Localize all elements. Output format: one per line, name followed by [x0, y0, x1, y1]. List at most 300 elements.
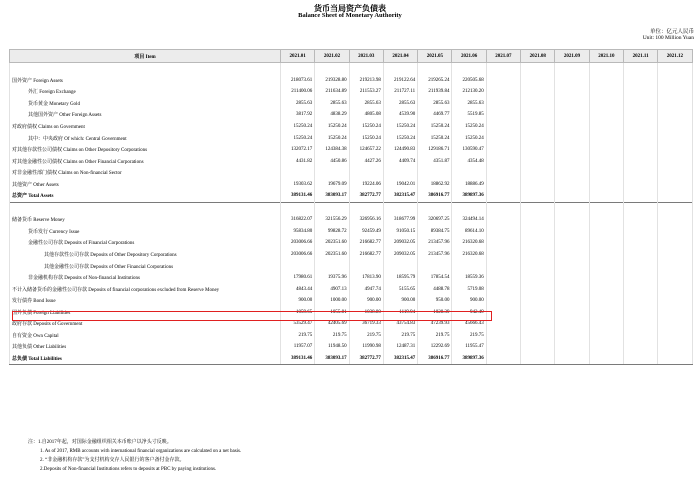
- value-cell: 219122.64: [383, 75, 417, 87]
- value-cell: 4351.87: [418, 155, 452, 167]
- value-cell: 89384.75: [418, 226, 452, 238]
- value-cell: [589, 306, 623, 318]
- value-cell: 15250.24: [452, 121, 486, 133]
- value-cell: [555, 202, 589, 214]
- value-cell: 5719.08: [452, 283, 486, 295]
- value-cell: [623, 318, 657, 330]
- value-cell: 4431.82: [281, 155, 315, 167]
- value-cell: 45666.43: [452, 318, 486, 330]
- value-cell: [589, 295, 623, 307]
- value-cell: 130590.47: [452, 144, 486, 156]
- value-cell: [349, 63, 383, 75]
- value-cell: 15250.24: [383, 121, 417, 133]
- value-cell: [555, 226, 589, 238]
- value-cell: 15250.24: [315, 121, 349, 133]
- value-cell: 53529.47: [281, 318, 315, 330]
- value-cell: [521, 202, 555, 214]
- value-cell: [555, 63, 589, 75]
- value-cell: [452, 167, 486, 179]
- value-cell: 4488.78: [418, 283, 452, 295]
- value-cell: [521, 214, 555, 226]
- table-row: [10, 226, 693, 238]
- value-cell: [486, 121, 520, 133]
- value-cell: [521, 318, 555, 330]
- table-row: [10, 202, 693, 214]
- row-label: 货币黄金 Monetary Gold: [10, 98, 281, 110]
- value-cell: [521, 98, 555, 110]
- value-cell: [555, 98, 589, 110]
- table-row: [10, 75, 693, 87]
- table-row: [10, 144, 693, 156]
- table-row: [10, 214, 693, 226]
- value-cell: [555, 318, 589, 330]
- value-cell: [486, 167, 520, 179]
- value-cell: [623, 167, 657, 179]
- value-cell: [315, 167, 349, 179]
- value-cell: 389897.36: [452, 353, 486, 365]
- value-cell: 17854.54: [418, 272, 452, 284]
- row-label: 外汇 Foreign Exchange: [10, 86, 281, 98]
- table-row: [10, 353, 693, 365]
- value-cell: [623, 237, 657, 249]
- value-cell: [555, 306, 589, 318]
- value-cell: 15250.24: [452, 132, 486, 144]
- value-cell: 12487.31: [383, 341, 417, 353]
- value-cell: [486, 249, 520, 261]
- value-cell: 4947.74: [349, 283, 383, 295]
- value-cell: [315, 202, 349, 214]
- month-column-header: 2021.10: [589, 50, 623, 63]
- value-cell: [555, 190, 589, 202]
- item-column-header: 项目 Item: [10, 50, 281, 63]
- value-cell: 18862.92: [418, 178, 452, 190]
- value-cell: 942.49: [452, 306, 486, 318]
- value-cell: 216682.77: [349, 249, 383, 261]
- month-column-header: 2021.05: [418, 50, 452, 63]
- value-cell: [658, 249, 692, 261]
- month-column-header: 2021.06: [452, 50, 486, 63]
- table-row: [10, 260, 693, 272]
- value-cell: [589, 226, 623, 238]
- value-cell: 19042.01: [383, 178, 417, 190]
- value-cell: 219213.98: [349, 75, 383, 87]
- value-cell: [658, 283, 692, 295]
- value-cell: 95834.80: [281, 226, 315, 238]
- value-cell: [589, 249, 623, 261]
- value-cell: 4539.90: [383, 109, 417, 121]
- row-label: 对其他存款性公司债权 Claims on Other Depository Corporations: [10, 144, 281, 156]
- value-cell: 5155.65: [383, 283, 417, 295]
- value-cell: [623, 86, 657, 98]
- value-cell: [383, 260, 417, 272]
- value-cell: [623, 98, 657, 110]
- value-cell: [658, 190, 692, 202]
- value-cell: [589, 109, 623, 121]
- value-cell: [658, 132, 692, 144]
- value-cell: [521, 121, 555, 133]
- value-cell: 209032.05: [383, 249, 417, 261]
- value-cell: 382315.47: [383, 353, 417, 365]
- value-cell: 36719.33: [349, 318, 383, 330]
- value-cell: 382772.77: [349, 353, 383, 365]
- row-label: [10, 202, 281, 214]
- value-cell: 4409.74: [383, 155, 417, 167]
- value-cell: 216320.68: [452, 249, 486, 261]
- value-cell: 18559.36: [452, 272, 486, 284]
- row-label: 国外负债 Foreign Liabilities: [10, 306, 281, 318]
- value-cell: [658, 109, 692, 121]
- value-cell: 19375.96: [315, 272, 349, 284]
- table-row: [10, 86, 693, 98]
- value-cell: 202351.60: [315, 237, 349, 249]
- value-cell: [589, 167, 623, 179]
- value-cell: [521, 167, 555, 179]
- value-cell: 900.00: [281, 295, 315, 307]
- note-line: 注：1.自2017年起，对国际金融组织相关本币账户以净头寸反映。: [28, 440, 172, 445]
- value-cell: 2855.63: [315, 98, 349, 110]
- value-cell: [623, 132, 657, 144]
- value-cell: [521, 75, 555, 87]
- value-cell: [658, 121, 692, 133]
- value-cell: [486, 341, 520, 353]
- value-cell: 4354.48: [452, 155, 486, 167]
- value-cell: 91050.15: [383, 226, 417, 238]
- row-label: 国外资产 Foreign Assets: [10, 75, 281, 87]
- table-row: [10, 295, 693, 307]
- value-cell: [623, 190, 657, 202]
- table-row: [10, 155, 693, 167]
- value-cell: 15250.24: [418, 132, 452, 144]
- row-label: 其他国外资产 Other Foreign Assets: [10, 109, 281, 121]
- value-cell: 1055.81: [315, 306, 349, 318]
- value-cell: [486, 109, 520, 121]
- value-cell: [623, 121, 657, 133]
- row-label: 对其他金融性公司债权 Claims on Other Financial Corporations: [10, 155, 281, 167]
- value-cell: [486, 214, 520, 226]
- row-label: 其他金融性公司存款 Deposits of Other Financial Corporations: [10, 260, 281, 272]
- value-cell: [658, 341, 692, 353]
- value-cell: [658, 63, 692, 75]
- value-cell: [589, 98, 623, 110]
- value-cell: [486, 202, 520, 214]
- value-cell: [589, 132, 623, 144]
- value-cell: [658, 306, 692, 318]
- value-cell: [589, 178, 623, 190]
- value-cell: 11955.47: [452, 341, 486, 353]
- value-cell: [349, 260, 383, 272]
- value-cell: [658, 86, 692, 98]
- value-cell: 212130.20: [452, 86, 486, 98]
- value-cell: [589, 144, 623, 156]
- value-cell: [486, 237, 520, 249]
- value-cell: 219.75: [418, 330, 452, 342]
- value-cell: [452, 202, 486, 214]
- value-cell: [521, 178, 555, 190]
- value-cell: [486, 226, 520, 238]
- value-cell: [555, 214, 589, 226]
- value-cell: 202351.60: [315, 249, 349, 261]
- value-cell: [589, 86, 623, 98]
- value-cell: [555, 353, 589, 365]
- value-cell: [418, 63, 452, 75]
- row-label: 对非金融性部门债权 Claims on Non-financial Sector: [10, 167, 281, 179]
- value-cell: [623, 330, 657, 342]
- value-cell: 42405.69: [315, 318, 349, 330]
- value-cell: [589, 341, 623, 353]
- value-cell: [623, 226, 657, 238]
- value-cell: [452, 260, 486, 272]
- value-cell: 211939.84: [418, 86, 452, 98]
- value-cell: 203006.66: [281, 237, 315, 249]
- value-cell: [623, 341, 657, 353]
- value-cell: 213457.96: [418, 237, 452, 249]
- value-cell: 5519.85: [452, 109, 486, 121]
- value-cell: [658, 167, 692, 179]
- value-cell: [589, 272, 623, 284]
- value-cell: 17813.90: [349, 272, 383, 284]
- value-cell: [589, 237, 623, 249]
- notes: [28, 438, 241, 474]
- value-cell: [623, 214, 657, 226]
- value-cell: [281, 202, 315, 214]
- value-cell: [486, 295, 520, 307]
- value-cell: [589, 318, 623, 330]
- value-cell: [555, 283, 589, 295]
- value-cell: [589, 190, 623, 202]
- value-cell: 203006.66: [281, 249, 315, 261]
- value-cell: [521, 272, 555, 284]
- value-cell: 15250.24: [383, 132, 417, 144]
- value-cell: [383, 167, 417, 179]
- row-label: 货币发行 Currency Issue: [10, 226, 281, 238]
- value-cell: [521, 341, 555, 353]
- value-cell: [623, 144, 657, 156]
- value-cell: [658, 214, 692, 226]
- table-row: [10, 98, 693, 110]
- value-cell: [623, 249, 657, 261]
- value-cell: [589, 155, 623, 167]
- value-cell: [555, 109, 589, 121]
- value-cell: [418, 167, 452, 179]
- unit-cn: 单位：亿元人民币: [649, 29, 694, 35]
- value-cell: [589, 353, 623, 365]
- value-cell: [486, 272, 520, 284]
- value-cell: [658, 75, 692, 87]
- value-cell: [658, 353, 692, 365]
- note-line: 2.Deposits of Non-financial Institutions refers to deposits at PBC by paying institutions.: [40, 467, 217, 472]
- value-cell: [521, 330, 555, 342]
- value-cell: [486, 353, 520, 365]
- value-cell: 124657.22: [349, 144, 383, 156]
- value-cell: 211553.27: [349, 86, 383, 98]
- value-cell: 211400.06: [281, 86, 315, 98]
- value-cell: 900.00: [383, 295, 417, 307]
- value-cell: 2855.63: [418, 98, 452, 110]
- value-cell: [623, 202, 657, 214]
- value-cell: 950.00: [418, 295, 452, 307]
- value-cell: 219328.80: [315, 75, 349, 87]
- month-column-header: 2021.08: [521, 50, 555, 63]
- value-cell: [589, 75, 623, 87]
- value-cell: [555, 341, 589, 353]
- month-column-header: 2021.04: [383, 50, 417, 63]
- value-cell: 12292.69: [418, 341, 452, 353]
- value-cell: [623, 283, 657, 295]
- value-cell: 211634.89: [315, 86, 349, 98]
- value-cell: 316822.07: [281, 214, 315, 226]
- value-cell: [521, 249, 555, 261]
- value-cell: [589, 283, 623, 295]
- value-cell: [486, 178, 520, 190]
- value-cell: [623, 75, 657, 87]
- value-cell: [623, 295, 657, 307]
- value-cell: [658, 318, 692, 330]
- value-cell: 11948.50: [315, 341, 349, 353]
- value-cell: 383093.17: [315, 190, 349, 202]
- value-cell: [555, 167, 589, 179]
- row-label: 其他存款性公司存款 Deposits of Other Depository Corporations: [10, 249, 281, 261]
- value-cell: 43754.83: [383, 318, 417, 330]
- value-cell: [589, 260, 623, 272]
- note-line: 2. “非金融机构存款”为支付机构交存人民银行的客户备付金存款。: [40, 458, 185, 463]
- row-label: 自有资金 Own Capital: [10, 330, 281, 342]
- month-column-header: 2021.03: [349, 50, 383, 63]
- row-label: 总负债 Total Liabilities: [10, 353, 281, 365]
- value-cell: 4450.86: [315, 155, 349, 167]
- table-row: [10, 63, 693, 75]
- value-cell: 124384.38: [315, 144, 349, 156]
- value-cell: [623, 306, 657, 318]
- table-row: [10, 178, 693, 190]
- value-cell: [555, 75, 589, 87]
- value-cell: 320697.25: [418, 214, 452, 226]
- value-cell: [555, 155, 589, 167]
- value-cell: [521, 86, 555, 98]
- value-cell: [555, 249, 589, 261]
- value-cell: 89614.10: [452, 226, 486, 238]
- value-cell: [658, 260, 692, 272]
- value-cell: [658, 144, 692, 156]
- value-cell: 15250.24: [418, 121, 452, 133]
- table-row: [10, 330, 693, 342]
- value-cell: 17980.61: [281, 272, 315, 284]
- value-cell: [623, 260, 657, 272]
- value-cell: [623, 272, 657, 284]
- value-cell: 386916.77: [418, 190, 452, 202]
- value-cell: 15250.24: [281, 132, 315, 144]
- value-cell: 4838.29: [315, 109, 349, 121]
- table-row: [10, 341, 693, 353]
- value-cell: [521, 283, 555, 295]
- table-row: [10, 190, 693, 202]
- month-column-header: 2021.12: [658, 50, 692, 63]
- row-label: [10, 63, 281, 75]
- value-cell: [486, 63, 520, 75]
- title-cn: 货币当局资产负债表: [314, 4, 386, 13]
- value-cell: [555, 86, 589, 98]
- value-cell: [658, 178, 692, 190]
- row-label: 总资产 Total Assets: [10, 190, 281, 202]
- value-cell: [418, 260, 452, 272]
- month-column-header: 2021.07: [486, 50, 520, 63]
- value-cell: 900.00: [452, 295, 486, 307]
- value-cell: [555, 260, 589, 272]
- unit-en: Unit: 100 Million Yuan: [642, 35, 694, 41]
- value-cell: 11990.98: [349, 341, 383, 353]
- value-cell: 2855.63: [281, 98, 315, 110]
- value-cell: [589, 121, 623, 133]
- value-cell: [555, 144, 589, 156]
- month-column-header: 2021.09: [555, 50, 589, 63]
- value-cell: 389131.46: [281, 353, 315, 365]
- value-cell: [281, 167, 315, 179]
- value-cell: [555, 132, 589, 144]
- table-row: [10, 283, 693, 295]
- value-cell: 386916.77: [418, 353, 452, 365]
- value-cell: 324494.14: [452, 214, 486, 226]
- value-cell: 99828.72: [315, 226, 349, 238]
- value-cell: [623, 155, 657, 167]
- value-cell: [658, 237, 692, 249]
- row-label: 政府存款 Deposits of Government: [10, 318, 281, 330]
- value-cell: 213457.96: [418, 249, 452, 261]
- value-cell: 220505.68: [452, 75, 486, 87]
- value-cell: [521, 63, 555, 75]
- value-cell: 318677.99: [383, 214, 417, 226]
- title-en: Balance Sheet of Monetary Authority: [298, 12, 402, 19]
- value-cell: 2855.63: [349, 98, 383, 110]
- value-cell: 382772.77: [349, 190, 383, 202]
- value-cell: [658, 98, 692, 110]
- value-cell: [521, 144, 555, 156]
- value-cell: [383, 202, 417, 214]
- value-cell: 219.75: [315, 330, 349, 342]
- value-cell: 1038.80: [349, 306, 383, 318]
- table-row: [10, 121, 693, 133]
- value-cell: 11957.07: [281, 341, 315, 353]
- value-cell: [486, 132, 520, 144]
- value-cell: 4469.77: [418, 109, 452, 121]
- value-cell: [486, 155, 520, 167]
- value-cell: [521, 306, 555, 318]
- value-cell: [623, 353, 657, 365]
- value-cell: [486, 86, 520, 98]
- value-cell: 15250.24: [349, 121, 383, 133]
- table-header-row: [10, 50, 693, 63]
- value-cell: [521, 190, 555, 202]
- value-cell: [623, 109, 657, 121]
- value-cell: [486, 144, 520, 156]
- value-cell: [623, 63, 657, 75]
- value-cell: 326956.16: [349, 214, 383, 226]
- value-cell: 211727.11: [383, 86, 417, 98]
- month-column-header: 2021.01: [281, 50, 315, 63]
- value-cell: 321556.29: [315, 214, 349, 226]
- value-cell: 1028.39: [418, 306, 452, 318]
- value-cell: [418, 202, 452, 214]
- value-cell: [486, 260, 520, 272]
- value-cell: [486, 98, 520, 110]
- highlight-box: [12, 311, 492, 321]
- row-label: 金融性公司存款 Deposits of Financial Corporations: [10, 237, 281, 249]
- value-cell: 4907.13: [315, 283, 349, 295]
- value-cell: 15250.24: [281, 121, 315, 133]
- value-cell: [521, 353, 555, 365]
- value-cell: 389131.46: [281, 190, 315, 202]
- value-cell: 19303.62: [281, 178, 315, 190]
- row-label: 其他负债 Other Liabilities: [10, 341, 281, 353]
- value-cell: [658, 295, 692, 307]
